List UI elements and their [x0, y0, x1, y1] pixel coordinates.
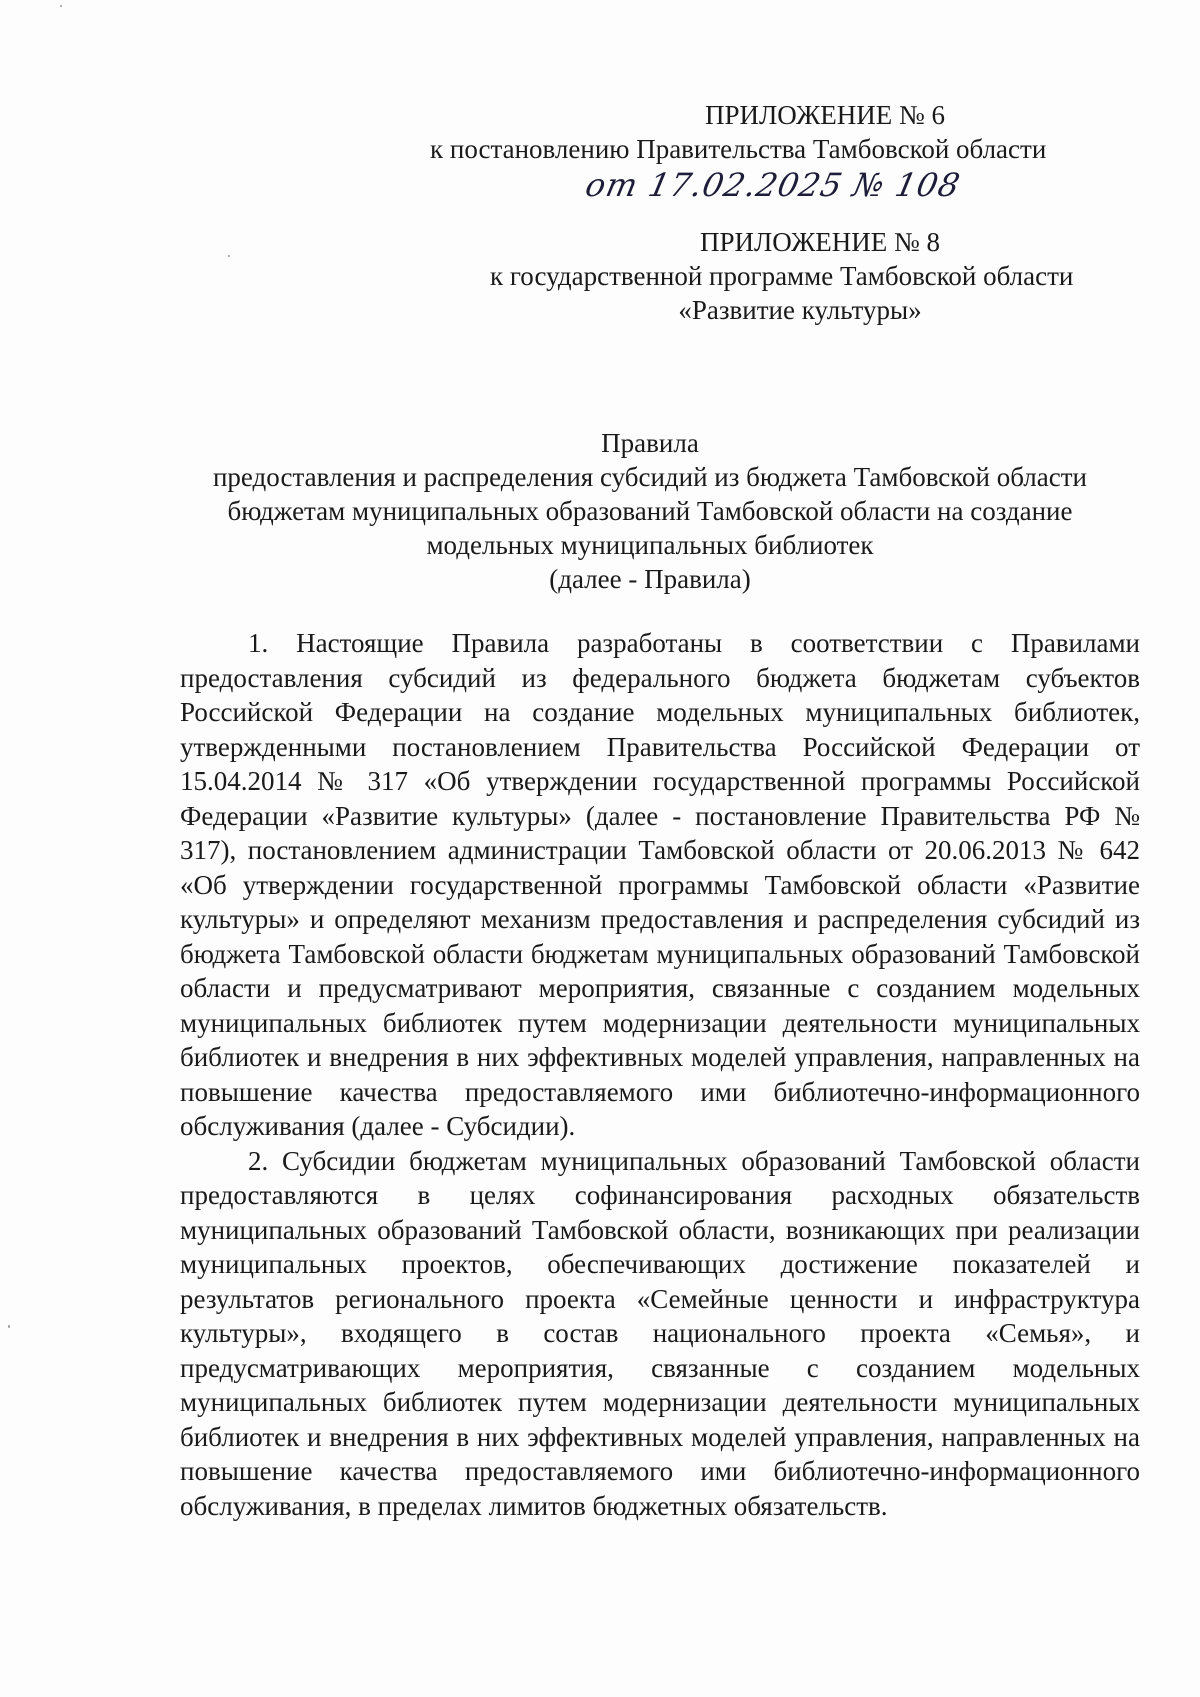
scan-speck: [8, 1325, 10, 1328]
appendix-6-title: ПРИЛОЖЕНИЕ № 6: [704, 100, 946, 130]
appendix-8-title: ПРИЛОЖЕНИЕ № 8: [699, 227, 941, 257]
scan-speck: [60, 5, 62, 7]
appendix-6-block: [430, 98, 1047, 166]
handwritten-date-number: от 17.02.2025 № 108: [582, 166, 965, 204]
paragraph-1: 1. Настоящие Правила разработаны в соответствии с Правилами предоставления субсидий из федерального бюджета бюджетам субъектов Российской Федерации на создание модельных муниципальных библиотек, утвержденными постановлением Правительства Российской Федерации от 15.04.2014 № 317 «Об утверждении государственной программы Российской Федерации «Развитие культуры» (далее - постановление Правительства РФ № 317), постановлением администрации Тамбовской области от 20.06.2013 № 642 «Об утверждении государственной программы Тамбовской области «Развитие культуры» и определяют механизм предоставления и распределения субсидий из бюджета Тамбовской области бюджетам муниципальных образований Тамбовской области и предусматривают мероприятия, связанные с созданием модельных муниципальных библиотек путем модернизации деятельности муниципальных библиотек и внедрения в них эффективных моделей управления, направленных на повышение качества предоставляемого ими библиотечно-информационного обслуживания (далее - Субсидии).: [180, 628, 1140, 1141]
appendix-6-subtitle: к постановлению Правительства Тамбовской области: [430, 134, 1047, 164]
title-line-2: предоставления и распределения субсидий из бюджета Тамбовской области: [212, 462, 1087, 492]
title-line-4: модельных муниципальных библиотек: [426, 530, 874, 560]
appendix-8-block: [490, 225, 1074, 327]
document-body: [180, 626, 1140, 1523]
appendix-8-line2: «Развитие культуры»: [678, 295, 922, 325]
document-title: [170, 426, 1130, 596]
title-line-3: бюджетам муниципальных образований Тамбовской области на создание: [227, 496, 1073, 526]
title-line-1: Правила: [601, 428, 699, 458]
paragraph-2: 2. Субсидии бюджетам муниципальных образований Тамбовской области предоставляются в целях софинансирования расходных обязательств муниципальных образований Тамбовской области, возникающих при реализации муниципальных проектов, обеспечивающих достижение показателей и результатов регионального проекта «Семейные ценности и инфраструктура культуры», входящего в состав национального проекта «Семья», и предусматривающих мероприятия, связанные с созданием модельных муниципальных библиотек путем модернизации деятельности муниципальных библиотек и внедрения в них эффективных моделей управления, направленных на повышение качества предоставляемого ими библиотечно-информационного обслуживания, в пределах лимитов бюджетных обязательств.: [180, 1145, 1140, 1521]
appendix-8-line1: к государственной программе Тамбовской области: [490, 261, 1074, 291]
scan-speck: [228, 255, 230, 257]
title-line-5: (далее - Правила): [549, 564, 751, 594]
